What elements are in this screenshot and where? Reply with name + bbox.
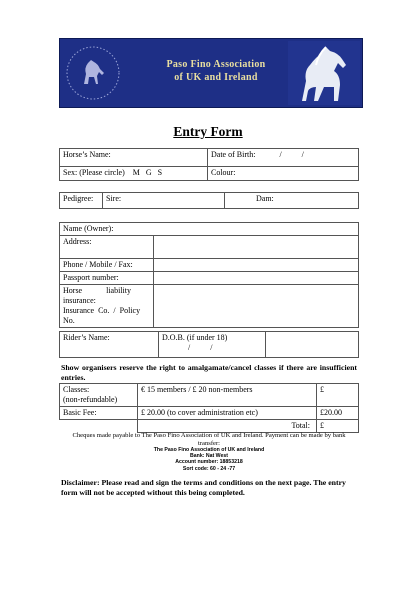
bank-details — [61, 447, 357, 472]
basic-fee-desc: £ 20.00 (to cover administration etc) — [138, 407, 317, 420]
white-horse-photo — [288, 41, 360, 105]
phone-field[interactable] — [154, 259, 359, 272]
classes-price: € 15 members / £ 20 non-members — [138, 384, 317, 407]
classes-note: (non-refundable) — [63, 395, 118, 404]
title-line-2: of UK and Ireland — [174, 72, 258, 83]
basic-fee-amount: £20.00 — [317, 407, 359, 420]
insurance-line-3: Insurance Co. / Policy — [63, 306, 141, 315]
account-number: Account number: 18853218 — [175, 459, 243, 466]
basic-fee-label: Basic Fee: — [60, 407, 138, 420]
horse-details-table — [59, 148, 359, 181]
rider-name-cell[interactable] — [60, 332, 159, 358]
horse-name-cell[interactable] — [60, 149, 208, 167]
date-of-birth-cell[interactable] — [208, 149, 359, 167]
address-field[interactable] — [154, 236, 359, 259]
passport-field[interactable] — [154, 272, 359, 285]
owner-name-label: Name (Owner): — [63, 224, 114, 233]
title-line-1: Paso Fino Association — [166, 59, 266, 70]
sire-label: Sire: — [106, 194, 122, 203]
total-label: Total: — [138, 420, 317, 433]
classes-currency: £ — [320, 385, 324, 394]
page-title: Entry Form — [173, 124, 243, 139]
colour-label: Colour: — [211, 168, 236, 177]
sort-code: Sort code: 60 - 24 -77 — [182, 465, 236, 472]
horse-silhouette-icon — [64, 44, 122, 102]
sex-options[interactable]: M G S — [132, 168, 163, 177]
classes-amount-cell[interactable] — [317, 384, 359, 407]
cheques-note: Cheques made payable to The Paso Fino Association of UK and Ireland. Payment can be made by bank transfer: — [72, 432, 346, 447]
rider-table — [59, 331, 359, 358]
classes-label: Classes: — [63, 385, 90, 394]
owner-table — [59, 222, 359, 328]
colour-cell[interactable] — [208, 167, 359, 181]
insurance-label — [60, 285, 154, 328]
header-banner — [59, 38, 363, 108]
insurance-line-2: insurance: — [63, 296, 96, 305]
rider-dob-cell[interactable] — [159, 332, 266, 358]
dam-cell[interactable] — [225, 193, 359, 209]
phone-label: Phone / Mobile / Fax: — [60, 259, 154, 272]
dam-label: Dam: — [256, 194, 274, 203]
classes-label-cell — [60, 384, 138, 407]
pedigree-label: Pedigree: — [60, 193, 103, 209]
insurance-line-1: Horse liability — [63, 286, 131, 295]
sex-label: Sex: (Please circle) — [63, 168, 125, 177]
total-spacer — [60, 420, 138, 433]
owner-name-cell[interactable] — [60, 223, 359, 236]
rider-name-label: Rider’s Name: — [63, 333, 110, 342]
total-amount-cell[interactable] — [317, 420, 359, 433]
insurance-field[interactable] — [154, 285, 359, 328]
rider-dob-label: D.O.B. (if under 18) — [162, 333, 228, 342]
sex-cell[interactable] — [60, 167, 208, 181]
pedigree-table — [59, 192, 359, 209]
horse-name-label: Horse’s Name: — [63, 150, 111, 159]
rider-extra-cell[interactable] — [266, 332, 359, 358]
sire-cell[interactable] — [103, 193, 225, 209]
passport-label: Passport number: — [60, 272, 154, 285]
fees-table — [59, 383, 359, 433]
rider-dob-slashes: / / — [188, 343, 213, 352]
class-notice: Show organisers reserve the right to amalgamate/cancel classes if there are insufficient entries. — [61, 363, 357, 382]
bank-name: Bank: Nat West — [190, 453, 228, 460]
insurance-line-4: No. — [63, 316, 75, 325]
bank-account-name: The Paso Fino Association of UK and Ireland — [153, 447, 265, 453]
disclaimer: Disclaimer: Please read and sign the terms and conditions on the next page. The entry form will not be accepted without this being completed. — [61, 478, 346, 497]
address-label: Address: — [60, 236, 154, 259]
total-currency: £ — [320, 421, 324, 430]
association-title — [136, 58, 296, 84]
date-slashes: / / — [279, 150, 304, 159]
date-of-birth-label: Date of Birth: — [211, 150, 256, 159]
